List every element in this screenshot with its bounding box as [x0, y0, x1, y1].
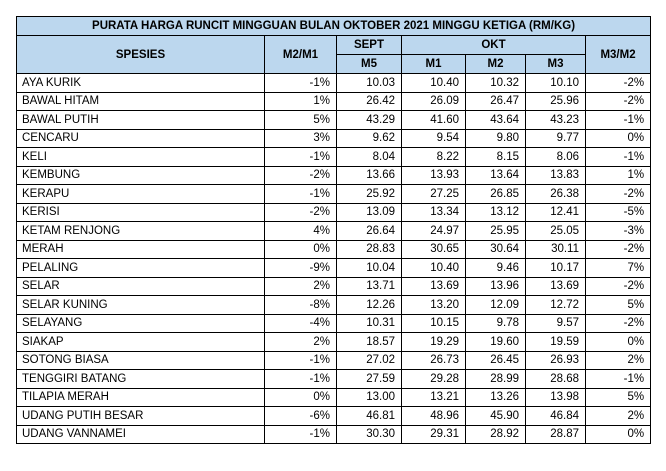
okt-m1-cell: 19.29: [402, 333, 466, 352]
header-sept: SEPT: [337, 36, 402, 55]
okt-m3-cell: 19.59: [526, 333, 586, 352]
sept-m5-cell: 13.66: [337, 166, 402, 185]
m3-m2-cell: 7%: [586, 259, 651, 278]
okt-m1-cell: 9.54: [402, 129, 466, 148]
table-row: [17, 351, 651, 370]
okt-m3-cell: 12.72: [526, 296, 586, 315]
species-cell: BAWAL PUTIH: [17, 111, 265, 130]
header-spesies: SPESIES: [17, 36, 265, 74]
header-okt-m1: M1: [402, 55, 466, 74]
okt-m3-cell: 25.96: [526, 92, 586, 111]
header-okt: OKT: [402, 36, 586, 55]
okt-m3-cell: 46.84: [526, 407, 586, 426]
okt-m2-cell: 13.64: [466, 166, 526, 185]
okt-m3-cell: 30.11: [526, 240, 586, 259]
table-title: PURATA HARGA RUNCIT MINGGUAN BULAN OKTOBER 2021 MINGGU KETIGA (RM/KG): [17, 17, 651, 36]
okt-m2-cell: 30.64: [466, 240, 526, 259]
table-row: [17, 370, 651, 389]
m3-m2-cell: 1%: [586, 166, 651, 185]
okt-m3-cell: 8.06: [526, 148, 586, 167]
sept-m5-cell: 26.42: [337, 92, 402, 111]
okt-m1-cell: 10.40: [402, 259, 466, 278]
sept-m5-cell: 12.26: [337, 296, 402, 315]
table-row: [17, 425, 651, 444]
species-cell: UDANG VANNAMEI: [17, 425, 265, 444]
header-m3-m2: M3/M2: [586, 36, 651, 74]
species-cell: UDANG PUTIH BESAR: [17, 407, 265, 426]
m3-m2-cell: -3%: [586, 222, 651, 241]
okt-m3-cell: 25.05: [526, 222, 586, 241]
table-row: [17, 314, 651, 333]
okt-m2-cell: 9.46: [466, 259, 526, 278]
m2-m1-cell: -6%: [265, 407, 337, 426]
okt-m1-cell: 13.69: [402, 277, 466, 296]
okt-m3-cell: 13.98: [526, 388, 586, 407]
okt-m2-cell: 26.45: [466, 351, 526, 370]
table-row: [17, 74, 651, 93]
okt-m3-cell: 10.17: [526, 259, 586, 278]
okt-m3-cell: 13.83: [526, 166, 586, 185]
okt-m1-cell: 13.21: [402, 388, 466, 407]
table-row: [17, 222, 651, 241]
m3-m2-cell: -2%: [586, 185, 651, 204]
okt-m3-cell: 13.69: [526, 277, 586, 296]
species-cell: SOTONG BIASA: [17, 351, 265, 370]
m2-m1-cell: -1%: [265, 351, 337, 370]
m3-m2-cell: 0%: [586, 333, 651, 352]
m2-m1-cell: -1%: [265, 425, 337, 444]
m3-m2-cell: 0%: [586, 129, 651, 148]
sept-m5-cell: 10.04: [337, 259, 402, 278]
m2-m1-cell: 0%: [265, 388, 337, 407]
okt-m1-cell: 29.28: [402, 370, 466, 389]
species-cell: TILAPIA MERAH: [17, 388, 265, 407]
okt-m1-cell: 10.40: [402, 74, 466, 93]
m2-m1-cell: 1%: [265, 92, 337, 111]
sept-m5-cell: 18.57: [337, 333, 402, 352]
m3-m2-cell: -1%: [586, 370, 651, 389]
okt-m2-cell: 45.90: [466, 407, 526, 426]
species-cell: KEMBUNG: [17, 166, 265, 185]
table-row: [17, 333, 651, 352]
species-cell: KELI: [17, 148, 265, 167]
price-table-container: [16, 16, 650, 444]
species-cell: PELALING: [17, 259, 265, 278]
okt-m3-cell: 28.87: [526, 425, 586, 444]
okt-m1-cell: 13.93: [402, 166, 466, 185]
species-cell: SELAR KUNING: [17, 296, 265, 315]
table-row: [17, 296, 651, 315]
sept-m5-cell: 9.62: [337, 129, 402, 148]
m2-m1-cell: 0%: [265, 240, 337, 259]
sept-m5-cell: 27.59: [337, 370, 402, 389]
okt-m3-cell: 43.23: [526, 111, 586, 130]
m3-m2-cell: -2%: [586, 74, 651, 93]
okt-m2-cell: 25.95: [466, 222, 526, 241]
price-table: [16, 16, 651, 444]
sept-m5-cell: 30.30: [337, 425, 402, 444]
sept-m5-cell: 8.04: [337, 148, 402, 167]
okt-m3-cell: 26.93: [526, 351, 586, 370]
species-cell: KERISI: [17, 203, 265, 222]
m3-m2-cell: -5%: [586, 203, 651, 222]
okt-m2-cell: 13.96: [466, 277, 526, 296]
table-row: [17, 129, 651, 148]
m2-m1-cell: 2%: [265, 277, 337, 296]
okt-m1-cell: 13.20: [402, 296, 466, 315]
okt-m1-cell: 13.34: [402, 203, 466, 222]
okt-m1-cell: 24.97: [402, 222, 466, 241]
okt-m3-cell: 26.38: [526, 185, 586, 204]
table-row: [17, 92, 651, 111]
okt-m1-cell: 26.73: [402, 351, 466, 370]
table-row: [17, 111, 651, 130]
okt-m1-cell: 30.65: [402, 240, 466, 259]
table-row: [17, 240, 651, 259]
species-cell: SELAR: [17, 277, 265, 296]
sept-m5-cell: 26.64: [337, 222, 402, 241]
table-row: [17, 259, 651, 278]
okt-m2-cell: 19.60: [466, 333, 526, 352]
sept-m5-cell: 25.92: [337, 185, 402, 204]
table-body: [17, 74, 651, 444]
header-okt-m2: M2: [466, 55, 526, 74]
okt-m2-cell: 43.64: [466, 111, 526, 130]
sept-m5-cell: 10.31: [337, 314, 402, 333]
table-row: [17, 185, 651, 204]
table-row: [17, 388, 651, 407]
species-cell: SIAKAP: [17, 333, 265, 352]
okt-m2-cell: 10.32: [466, 74, 526, 93]
m3-m2-cell: -1%: [586, 111, 651, 130]
okt-m2-cell: 28.92: [466, 425, 526, 444]
species-cell: KETAM RENJONG: [17, 222, 265, 241]
m2-m1-cell: 3%: [265, 129, 337, 148]
m3-m2-cell: 0%: [586, 425, 651, 444]
species-cell: TENGGIRI BATANG: [17, 370, 265, 389]
sept-m5-cell: 46.81: [337, 407, 402, 426]
species-cell: BAWAL HITAM: [17, 92, 265, 111]
m3-m2-cell: -2%: [586, 92, 651, 111]
okt-m1-cell: 27.25: [402, 185, 466, 204]
m2-m1-cell: -4%: [265, 314, 337, 333]
okt-m1-cell: 8.22: [402, 148, 466, 167]
okt-m2-cell: 13.26: [466, 388, 526, 407]
m2-m1-cell: -9%: [265, 259, 337, 278]
okt-m3-cell: 9.57: [526, 314, 586, 333]
m3-m2-cell: 5%: [586, 296, 651, 315]
table-row: [17, 203, 651, 222]
header-sept-m5: M5: [337, 55, 402, 74]
sept-m5-cell: 28.83: [337, 240, 402, 259]
m3-m2-cell: -2%: [586, 314, 651, 333]
species-cell: AYA KURIK: [17, 74, 265, 93]
header-m2-m1: M2/M1: [265, 36, 337, 74]
m2-m1-cell: -1%: [265, 185, 337, 204]
m2-m1-cell: -1%: [265, 370, 337, 389]
m2-m1-cell: 5%: [265, 111, 337, 130]
okt-m3-cell: 10.10: [526, 74, 586, 93]
species-cell: MERAH: [17, 240, 265, 259]
okt-m1-cell: 26.09: [402, 92, 466, 111]
table-row: [17, 166, 651, 185]
okt-m2-cell: 12.09: [466, 296, 526, 315]
m2-m1-cell: -1%: [265, 148, 337, 167]
m3-m2-cell: -2%: [586, 240, 651, 259]
species-cell: KERAPU: [17, 185, 265, 204]
sept-m5-cell: 13.00: [337, 388, 402, 407]
okt-m3-cell: 28.68: [526, 370, 586, 389]
m2-m1-cell: 4%: [265, 222, 337, 241]
okt-m2-cell: 28.99: [466, 370, 526, 389]
sept-m5-cell: 43.29: [337, 111, 402, 130]
okt-m2-cell: 13.12: [466, 203, 526, 222]
okt-m1-cell: 48.96: [402, 407, 466, 426]
okt-m1-cell: 41.60: [402, 111, 466, 130]
table-row: [17, 407, 651, 426]
okt-m2-cell: 8.15: [466, 148, 526, 167]
m2-m1-cell: 2%: [265, 333, 337, 352]
m3-m2-cell: -2%: [586, 277, 651, 296]
table-row: [17, 277, 651, 296]
okt-m3-cell: 12.41: [526, 203, 586, 222]
m2-m1-cell: -8%: [265, 296, 337, 315]
sept-m5-cell: 13.09: [337, 203, 402, 222]
table-row: [17, 148, 651, 167]
m3-m2-cell: -1%: [586, 148, 651, 167]
m2-m1-cell: -2%: [265, 203, 337, 222]
m3-m2-cell: 2%: [586, 351, 651, 370]
okt-m1-cell: 10.15: [402, 314, 466, 333]
okt-m1-cell: 29.31: [402, 425, 466, 444]
m3-m2-cell: 2%: [586, 407, 651, 426]
okt-m2-cell: 9.80: [466, 129, 526, 148]
sept-m5-cell: 10.03: [337, 74, 402, 93]
species-cell: CENCARU: [17, 129, 265, 148]
species-cell: SELAYANG: [17, 314, 265, 333]
sept-m5-cell: 27.02: [337, 351, 402, 370]
sept-m5-cell: 13.71: [337, 277, 402, 296]
m2-m1-cell: -1%: [265, 74, 337, 93]
okt-m2-cell: 9.78: [466, 314, 526, 333]
header-okt-m3: M3: [526, 55, 586, 74]
m2-m1-cell: -2%: [265, 166, 337, 185]
okt-m2-cell: 26.85: [466, 185, 526, 204]
okt-m2-cell: 26.47: [466, 92, 526, 111]
okt-m3-cell: 9.77: [526, 129, 586, 148]
m3-m2-cell: 5%: [586, 388, 651, 407]
